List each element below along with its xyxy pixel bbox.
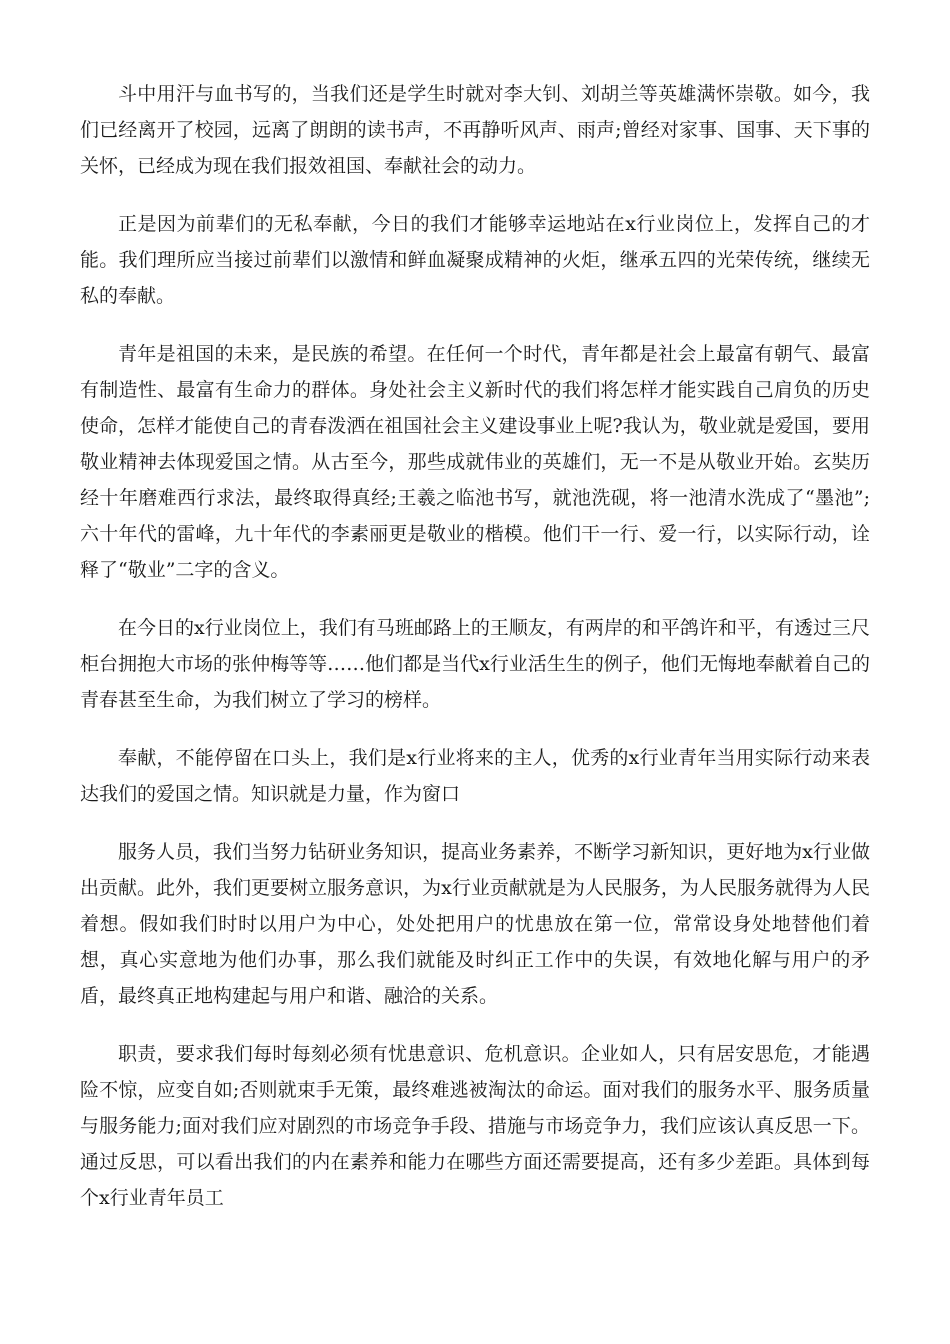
document-page	[80, 76, 870, 1238]
paragraph-7: 职责，要求我们每时每刻必须有忧患意识、危机意识。企业如人，只有居安思危，才能遇险不惊，应变自如;否则就束手无策，最终难逃被淘汰的命运。面对我们的服务水平、服务质量与服务能力;面对我们应对剧烈的市场竞争手段、措施与市场竞争力，我们应该认真反思一下。通过反思，可以看出我们的内在素养和能力在哪些方面还需要提高，还有多少差距。具体到每个x行业青年员工	[80, 1043, 870, 1209]
paragraph-1: 斗中用汗与血书写的，当我们还是学生时就对李大钊、刘胡兰等英雄满怀崇敬。如今，我们已经离开了校园，远离了朗朗的读书声，不再静听风声、雨声;曾经对家事、国事、天下事的关怀，已经成为现在我们报效祖国、奉献社会的动力。	[80, 83, 870, 177]
paragraph-6: 服务人员，我们当努力钻研业务知识，提高业务素养，不断学习新知识，更好地为x行业做出贡献。此外，我们更要树立服务意识，为x行业贡献就是为人民服务，为人民服务就得为人民着想。假如我们时时以用户为中心，处处把用户的忧患放在第一位，常常设身处地替他们着想，真心实意地为他们办事，那么我们就能及时纠正工作中的失误，有效地化解与用户的矛盾，最终真正地构建起与用户和谐、融洽的关系。	[80, 841, 870, 1007]
paragraph-3: 青年是祖国的未来，是民族的希望。在任何一个时代，青年都是社会上最富有朝气、最富有制造性、最富有生命力的群体。身处社会主义新时代的我们将怎样才能实践自己肩负的历史使命，怎样才能使自己的青春泼洒在祖国社会主义建设事业上呢?我认为，敬业就是爱国，要用敬业精神去体现爱国之情。从古至今，那些成就伟业的英雄们，无一不是从敬业开始。玄奘历经十年磨难西行求法，最终取得真经;王羲之临池书写，就池洗砚，将一池清水洗成了“墨池”;六十年代的雷峰，九十年代的李素丽更是敬业的楷模。他们干一行、爱一行，以实际行动，诠释了“敬业”二字的含义。	[80, 343, 870, 581]
paragraph-5: 奉献，不能停留在口头上，我们是x行业将来的主人，优秀的x行业青年当用实际行动来表达我们的爱国之情。知识就是力量，作为窗口	[80, 747, 870, 805]
paragraph-4: 在今日的x行业岗位上，我们有马班邮路上的王顺友，有两岸的和平鸽许和平，有透过三尺柜台拥抱大市场的张仲梅等等……他们都是当代x行业活生生的例子，他们无悔地奉献着自己的青春甚至生命，为我们树立了学习的榜样。	[80, 617, 870, 711]
paragraph-2: 正是因为前辈们的无私奉献，今日的我们才能够幸运地站在x行业岗位上，发挥自己的才能。我们理所应当接过前辈们以激情和鲜血凝聚成精神的火炬，继承五四的光荣传统，继续无私的奉献。	[80, 213, 870, 307]
